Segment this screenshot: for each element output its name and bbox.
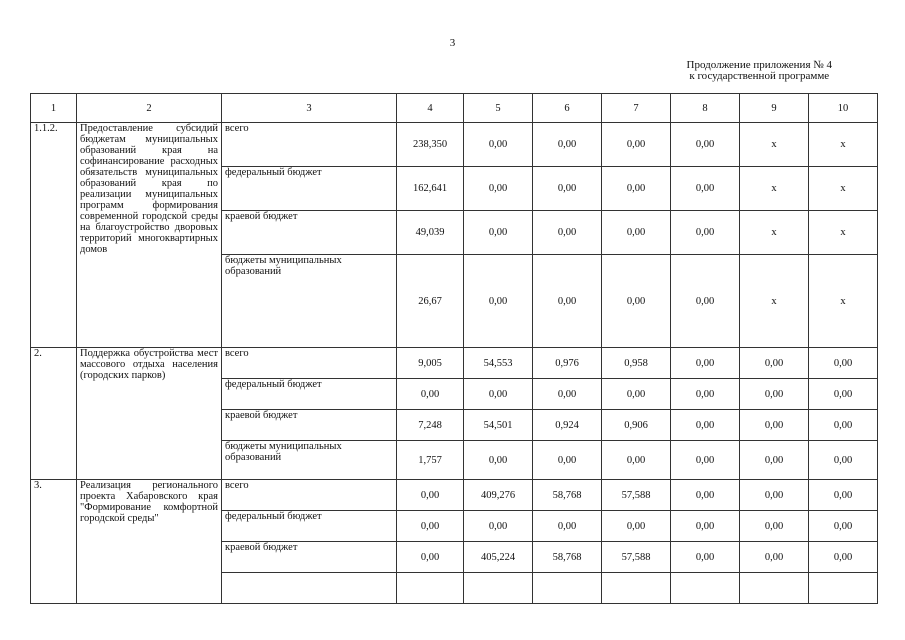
header-cell: 3 [222, 94, 397, 123]
value-cell: 7,248 [397, 410, 464, 441]
value-cell: 0,00 [671, 410, 740, 441]
value-cell: 0,924 [533, 410, 602, 441]
header-cell: 10 [809, 94, 878, 123]
value-cell: 0,00 [464, 511, 533, 542]
funding-source: краевой бюджет [222, 542, 397, 573]
value-cell: 0,00 [671, 379, 740, 410]
funding-source: всего [222, 480, 397, 511]
value-cell: х [740, 123, 809, 167]
value-cell: 0,00 [671, 511, 740, 542]
value-cell: 0,00 [671, 542, 740, 573]
value-cell: 0,00 [397, 379, 464, 410]
value-cell: х [740, 255, 809, 348]
header-cell: 4 [397, 94, 464, 123]
value-cell: 238,350 [397, 123, 464, 167]
value-cell [602, 573, 671, 604]
table-row [31, 348, 878, 379]
value-cell: 0,00 [740, 379, 809, 410]
value-cell: 26,67 [397, 255, 464, 348]
value-cell: 0,00 [671, 211, 740, 255]
funding-source: федеральный бюджет [222, 379, 397, 410]
value-cell [464, 573, 533, 604]
appendix-caption [687, 60, 832, 82]
value-cell: 0,00 [397, 511, 464, 542]
funding-source [222, 573, 397, 604]
header-cell: 7 [602, 94, 671, 123]
header-cell: 6 [533, 94, 602, 123]
value-cell: 162,641 [397, 167, 464, 211]
value-cell: 0,958 [602, 348, 671, 379]
value-cell [533, 573, 602, 604]
value-cell: х [809, 255, 878, 348]
appendix-line-1: Продолжение приложения № 4 [686, 59, 832, 71]
value-cell: 0,00 [602, 255, 671, 348]
value-cell: 0,00 [602, 511, 671, 542]
value-cell: 0,00 [809, 542, 878, 573]
item-name: Поддержка обустройства мест массового отдыха населения (городских парков) [77, 348, 222, 480]
value-cell: 0,00 [740, 542, 809, 573]
value-cell: 0,00 [671, 167, 740, 211]
header-cell: 5 [464, 94, 533, 123]
value-cell [671, 573, 740, 604]
value-cell: 0,00 [740, 480, 809, 511]
value-cell: 0,00 [602, 167, 671, 211]
value-cell: 0,00 [602, 441, 671, 480]
value-cell: 0,00 [809, 410, 878, 441]
value-cell: 0,00 [809, 348, 878, 379]
value-cell: 0,00 [602, 379, 671, 410]
header-cell: 9 [740, 94, 809, 123]
item-code: 3. [31, 480, 77, 604]
item-name: Реализация регионального проекта Хабаровского края "Формирование комфортной городской среды" [77, 480, 222, 604]
value-cell: 409,276 [464, 480, 533, 511]
value-cell: 0,976 [533, 348, 602, 379]
value-cell: 0,00 [464, 211, 533, 255]
page-number: 3 [449, 37, 456, 49]
value-cell: 9,005 [397, 348, 464, 379]
value-cell: 0,00 [740, 441, 809, 480]
header-row [31, 94, 878, 123]
item-code: 2. [31, 348, 77, 480]
header-cell: 1 [31, 94, 77, 123]
value-cell: 0,00 [602, 123, 671, 167]
value-cell: х [809, 123, 878, 167]
header-cell: 2 [77, 94, 222, 123]
value-cell: 1,757 [397, 441, 464, 480]
value-cell: х [740, 167, 809, 211]
value-cell: 0,00 [464, 123, 533, 167]
value-cell: 49,039 [397, 211, 464, 255]
value-cell: 58,768 [533, 542, 602, 573]
value-cell: 0,00 [671, 255, 740, 348]
value-cell: 405,224 [464, 542, 533, 573]
header-cell: 8 [671, 94, 740, 123]
value-cell: 0,00 [533, 123, 602, 167]
value-cell [397, 573, 464, 604]
value-cell: х [809, 167, 878, 211]
value-cell: х [740, 211, 809, 255]
value-cell: 0,00 [809, 441, 878, 480]
value-cell: 0,00 [671, 123, 740, 167]
table-row [31, 480, 878, 511]
table-body [31, 94, 878, 604]
budget-table [30, 93, 878, 604]
value-cell: 57,588 [602, 542, 671, 573]
value-cell: 0,00 [740, 511, 809, 542]
value-cell: 0,00 [464, 379, 533, 410]
value-cell: 0,00 [464, 441, 533, 480]
value-cell: 0,00 [533, 211, 602, 255]
value-cell: 0,00 [464, 255, 533, 348]
value-cell: 0,00 [533, 511, 602, 542]
value-cell [809, 573, 878, 604]
funding-source: федеральный бюджет [222, 511, 397, 542]
table-row [31, 123, 878, 167]
funding-source: бюджеты муниципальных образований [222, 441, 397, 480]
value-cell: 0,00 [740, 348, 809, 379]
value-cell: 0,00 [397, 542, 464, 573]
value-cell: 0,00 [533, 441, 602, 480]
appendix-line-2: к государственной программе [689, 70, 830, 82]
value-cell: 0,00 [740, 410, 809, 441]
value-cell: 0,00 [809, 511, 878, 542]
value-cell: 0,906 [602, 410, 671, 441]
value-cell: 0,00 [464, 167, 533, 211]
value-cell: 54,553 [464, 348, 533, 379]
funding-source: всего [222, 123, 397, 167]
value-cell: 58,768 [533, 480, 602, 511]
value-cell: 54,501 [464, 410, 533, 441]
item-code: 1.1.2. [31, 123, 77, 348]
funding-source: федеральный бюджет [222, 167, 397, 211]
funding-source: всего [222, 348, 397, 379]
funding-source: бюджеты муниципальных образований [222, 255, 397, 348]
value-cell: 0,00 [602, 211, 671, 255]
value-cell: 0,00 [671, 480, 740, 511]
funding-source: краевой бюджет [222, 211, 397, 255]
value-cell: 0,00 [533, 167, 602, 211]
item-name: Предоставление субсидий бюджетам муниципальных образований края на софинансирование расходных обязательств муниципальных образований края по реализации муниципальных программ формирования современной городской среды на благоустройство дворовых территорий многоквартирных домов [77, 123, 222, 348]
value-cell: 0,00 [533, 379, 602, 410]
value-cell: 0,00 [809, 379, 878, 410]
value-cell: 0,00 [809, 480, 878, 511]
value-cell: 0,00 [397, 480, 464, 511]
value-cell: 57,588 [602, 480, 671, 511]
funding-source: краевой бюджет [222, 410, 397, 441]
value-cell: 0,00 [671, 348, 740, 379]
value-cell [740, 573, 809, 604]
value-cell: 0,00 [533, 255, 602, 348]
value-cell: х [809, 211, 878, 255]
value-cell: 0,00 [671, 441, 740, 480]
